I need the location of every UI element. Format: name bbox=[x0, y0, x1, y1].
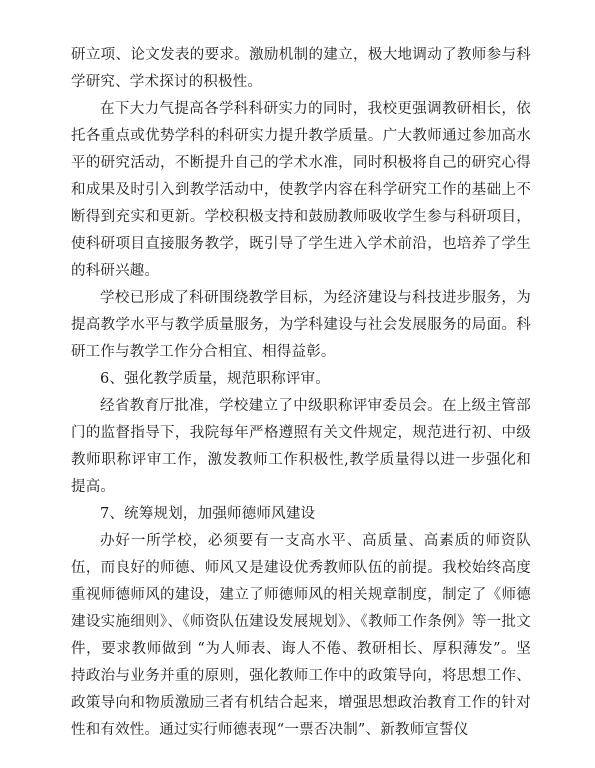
paragraph-4: 经省教育厅批准，学校建立了中级职称评审委员会。在上级主管部门的监督指导下，我院每年严格遵照有关文件规定，规范进行初、中级教师职称评审工作，激发教师工作积极性,教学质量得以进一步强化和提高。 bbox=[71, 398, 531, 495]
paragraph-5: 办好一所学校，必须要有一支高水平、高质量、高素质的师资队伍，而良好的师德、师风又是建设优秀教师队伍的前提。我校始终高度重视师德师风的建设，建立了师德师风的相关规章制度，制定了《师德建设实施细则》、《师资队伍建设发展规划》、《教师工作条例》等一批文件，要求教师做到 “为人师表、诲人不倦、教研相长、厚积薄发”。坚持政治与业务并重的原则，强化教师工作中的政策导向，将思想工作、政策导向和物质激励三者有机结合起来，增强思想政治教育工作的针对性和有效性。通过实行师德表现“一票否决制”、新教师宣誓仪 bbox=[71, 533, 531, 738]
paragraph-2: 在下大力气提高各学科科研实力的同时，我校更强调教研相长，依托各重点或优势学科的科研实力提升教学质量。广大教师通过参加高水平的研究活动，不断提升自己的学术水准，同时积极将自己的研究心得和成果及时引入到教学活动中，使教学内容在科学研究工作的基础上不断得到充实和更新。学校积极支持和鼓励教师吸收学生参与科研项目，使科研项目直接服务教学，既引导了学生进入学术前沿，也培养了学生的科研兴趣。 bbox=[71, 101, 531, 279]
document-body bbox=[71, 42, 531, 744]
paragraph-3: 学校已形成了科研围绕教学目标，为经济建设与科技进步服务，为提高教学水平与教学质量服务，为学科建设与社会发展服务的局面。科研工作与教学工作分合相宜、相得益彰。 bbox=[71, 290, 531, 360]
paragraph-1: 研立项、论文发表的要求。激励机制的建立，极大地调动了教师参与科学研究、学术探讨的积极性。 bbox=[71, 47, 531, 90]
section-heading-7: 7、统筹规划，加强师德师风建设 bbox=[100, 506, 316, 522]
section-heading-6: 6、强化教学质量，规范职称评审。 bbox=[100, 371, 330, 387]
